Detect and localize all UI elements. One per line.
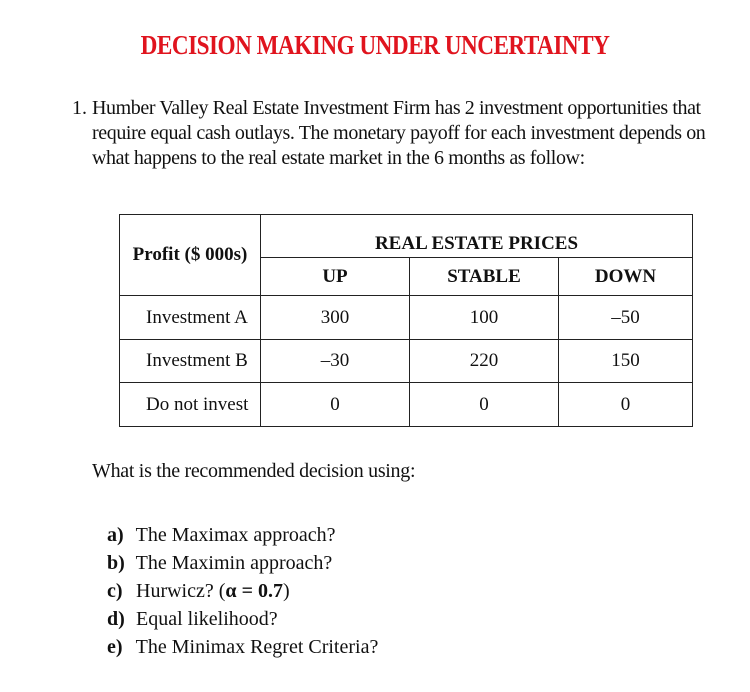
table-row: [120, 340, 693, 383]
table-cell: 300: [261, 296, 410, 340]
option-text: The Minimax Regret Criteria?: [135, 636, 379, 658]
table-group-header-row: [120, 215, 693, 258]
option-label: c): [107, 580, 123, 602]
column-header-down: DOWN: [559, 258, 693, 296]
question-number: 1.: [72, 97, 87, 119]
question-text: Humber Valley Real Estate Investment Firm has 2 investment opportunities that require equal cash outlays. The monetary payoff for each investment depends on what happens to the real estate market in the 6 months as follow:: [92, 97, 706, 169]
row-label: Do not invest: [120, 383, 261, 427]
question: [72, 96, 732, 171]
option-label: e): [107, 636, 123, 658]
column-header-up: UP: [261, 258, 410, 296]
table-cell: 0: [410, 383, 559, 427]
list-item: [107, 577, 378, 605]
row-label: Investment A: [120, 296, 261, 340]
table-row: [120, 296, 693, 340]
table-cell: –50: [559, 296, 693, 340]
row-header-cell: Profit ($ 000s): [120, 215, 261, 296]
column-header-stable: STABLE: [410, 258, 559, 296]
option-label: d): [107, 608, 125, 630]
option-text: Equal likelihood?: [136, 608, 278, 630]
option-alpha: α = 0.7: [225, 580, 283, 602]
table-cell: 220: [410, 340, 559, 383]
prompt-text: What is the recommended decision using:: [92, 460, 416, 482]
list-item: [107, 605, 378, 633]
options-list: [107, 521, 378, 661]
option-label: a): [107, 524, 124, 546]
list-item: [107, 633, 378, 661]
option-text: The Maximin approach?: [135, 552, 333, 574]
option-text: Hurwicz? (: [136, 580, 226, 602]
table-cell: 150: [559, 340, 693, 383]
table-row: [120, 383, 693, 427]
table-cell: 0: [559, 383, 693, 427]
table-cell: –30: [261, 340, 410, 383]
list-item: [107, 521, 378, 549]
option-label: b): [107, 552, 125, 574]
table-cell: 100: [410, 296, 559, 340]
group-header-cell: REAL ESTATE PRICES: [261, 215, 693, 258]
row-label: Investment B: [120, 340, 261, 383]
option-text: The Maximax approach?: [135, 524, 336, 546]
payoff-table: [119, 214, 693, 427]
list-item: [107, 549, 378, 577]
option-suffix: ): [282, 580, 290, 602]
document-title: DECISION MAKING UNDER UNCERTAINTY: [140, 30, 610, 60]
table-cell: 0: [261, 383, 410, 427]
